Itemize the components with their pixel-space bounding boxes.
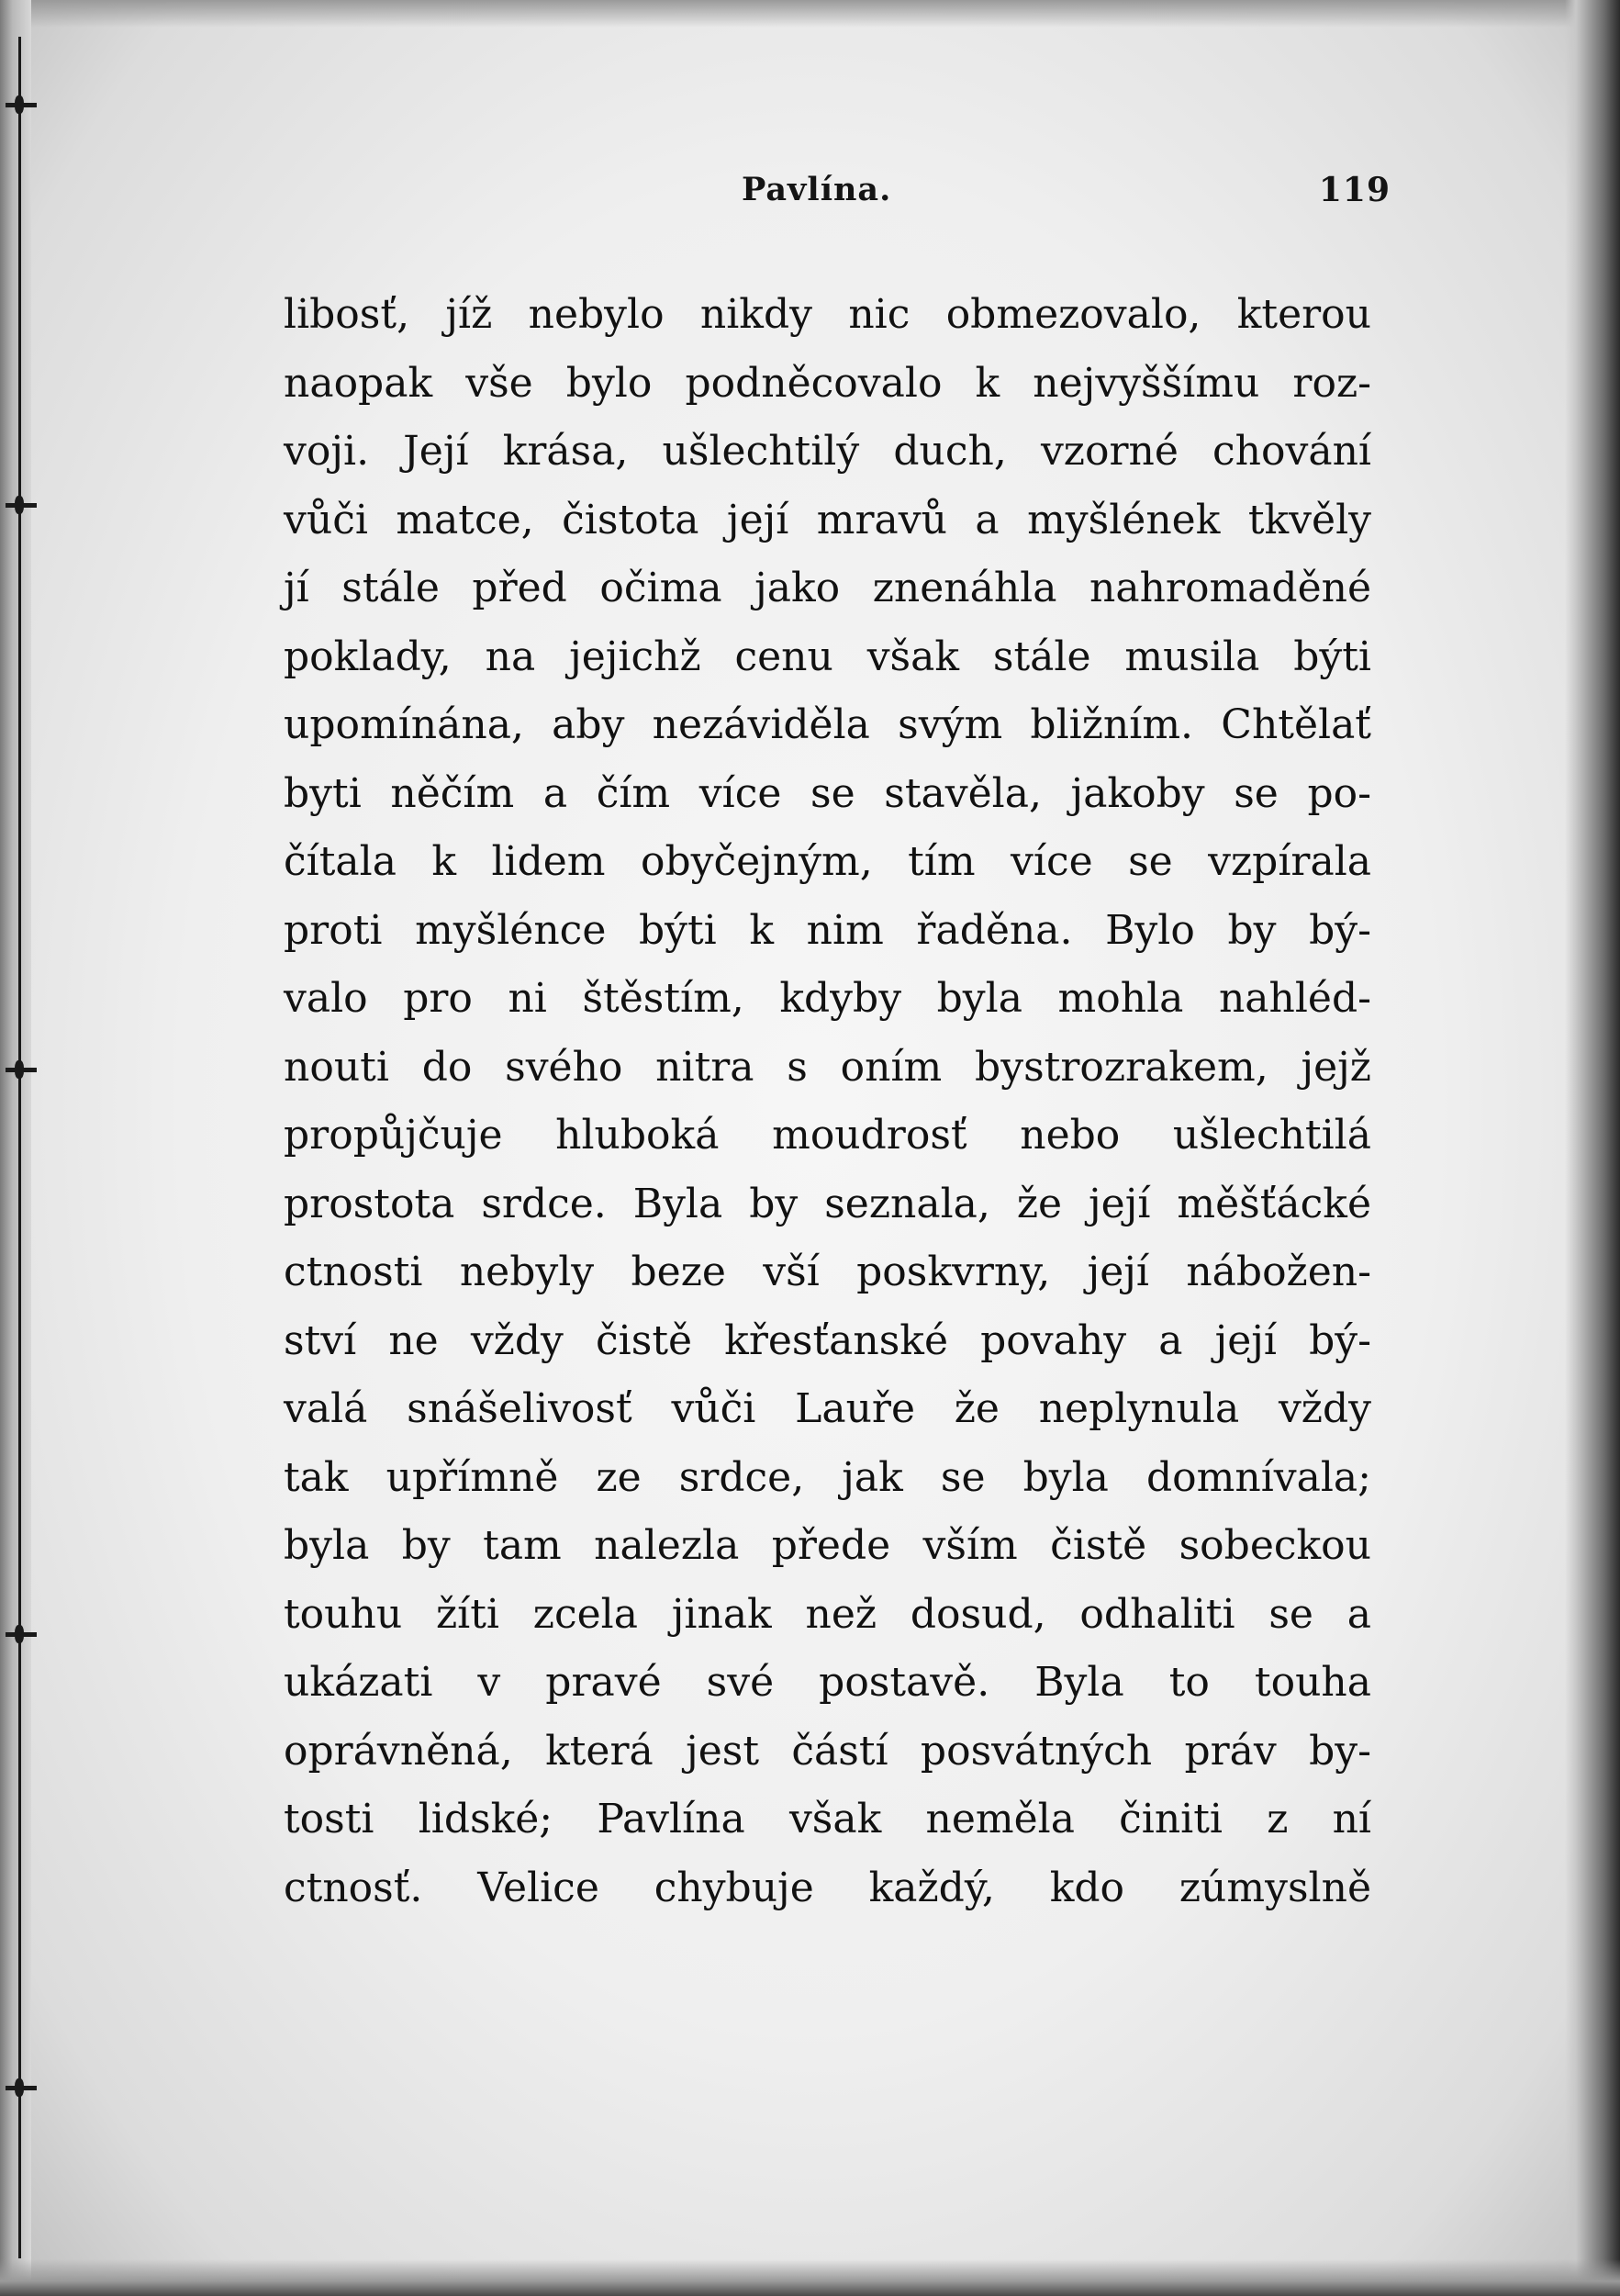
body-text: [284, 281, 1371, 1922]
page-number: 119: [1318, 171, 1391, 209]
text-line: upomínána, aby nezáviděla svým bližním. Chtělať: [284, 701, 1371, 748]
text-line: nouti do svého nitra s oním bystrozrakem, jejž: [284, 1043, 1371, 1091]
text-line: ukázati v pravé své postavě. Byla to touha: [284, 1659, 1371, 1706]
text-line: poklady, na jejichž cenu však stále musila býti: [284, 633, 1371, 680]
text-line: tak upřímně ze srdce, jak se byla domnívala;: [284, 1453, 1371, 1501]
text-line: oprávněná, která jest částí posvátných práv by-: [284, 1727, 1371, 1775]
text-line: voji. Její krása, ušlechtilý duch, vzorné chování: [284, 428, 1371, 475]
text-line: čítala k lidem obyčejným, tím více se vzpírala: [284, 838, 1371, 885]
text-line: proti myšlénce býti k nim řaděna. Bylo by bý-: [284, 906, 1371, 954]
text-line: valá snášelivosť vůči Lauře že neplynula vždy: [284, 1385, 1371, 1432]
text-line: propůjčuje hluboká moudrosť nebo ušlechtilá: [284, 1112, 1371, 1159]
binding-tick: [6, 1068, 37, 1072]
text-line: tosti lidské; Pavlína však neměla činiti z ní: [284, 1796, 1371, 1842]
text-line: valo pro ni štěstím, kdyby byla mohla nahléd-: [284, 975, 1371, 1022]
text-line: vůči matce, čistota její mravů a myšlének tkvěly: [284, 496, 1371, 543]
text-line: libosť, jíž nebylo nikdy nic obmezovalo, kterou: [284, 291, 1371, 338]
right-scan-shadow: [1565, 0, 1620, 2296]
binding-tick: [6, 503, 37, 508]
text-line: ctnosť. Velice chybuje každý, kdo zúmyslně: [284, 1864, 1371, 1911]
text-line: prostota srdce. Byla by seznala, že její měšťácké: [284, 1180, 1371, 1227]
bottom-scan-shadow: [0, 2259, 1620, 2296]
text-line: touhu žíti zcela jinak než dosud, odhaliti se a: [284, 1590, 1371, 1638]
text-line: byla by tam nalezla přede vším čistě sobeckou: [284, 1522, 1371, 1569]
text-line: naopak vše bylo podněcovalo k nejvyššímu roz-: [284, 359, 1371, 407]
chapter-title: Pavlína.: [742, 171, 892, 208]
text-line: byti něčím a čím více se stavěla, jakoby se po-: [284, 769, 1371, 817]
text-line: jí stále před očima jako znenáhla nahromaděné: [284, 565, 1371, 611]
top-scan-shadow: [0, 0, 1620, 28]
running-head: [275, 171, 1391, 217]
text-line: ctnosti nebyly beze vší poskvrny, její nábožen-: [284, 1249, 1371, 1295]
binding-tick: [6, 1632, 37, 1637]
binding-tick: [6, 103, 37, 107]
binding-tick: [6, 2086, 37, 2090]
text-line: ství ne vždy čistě křesťanské povahy a její bý-: [284, 1316, 1371, 1364]
binding-line: [18, 37, 21, 2258]
left-binding-edge: [0, 0, 31, 2296]
